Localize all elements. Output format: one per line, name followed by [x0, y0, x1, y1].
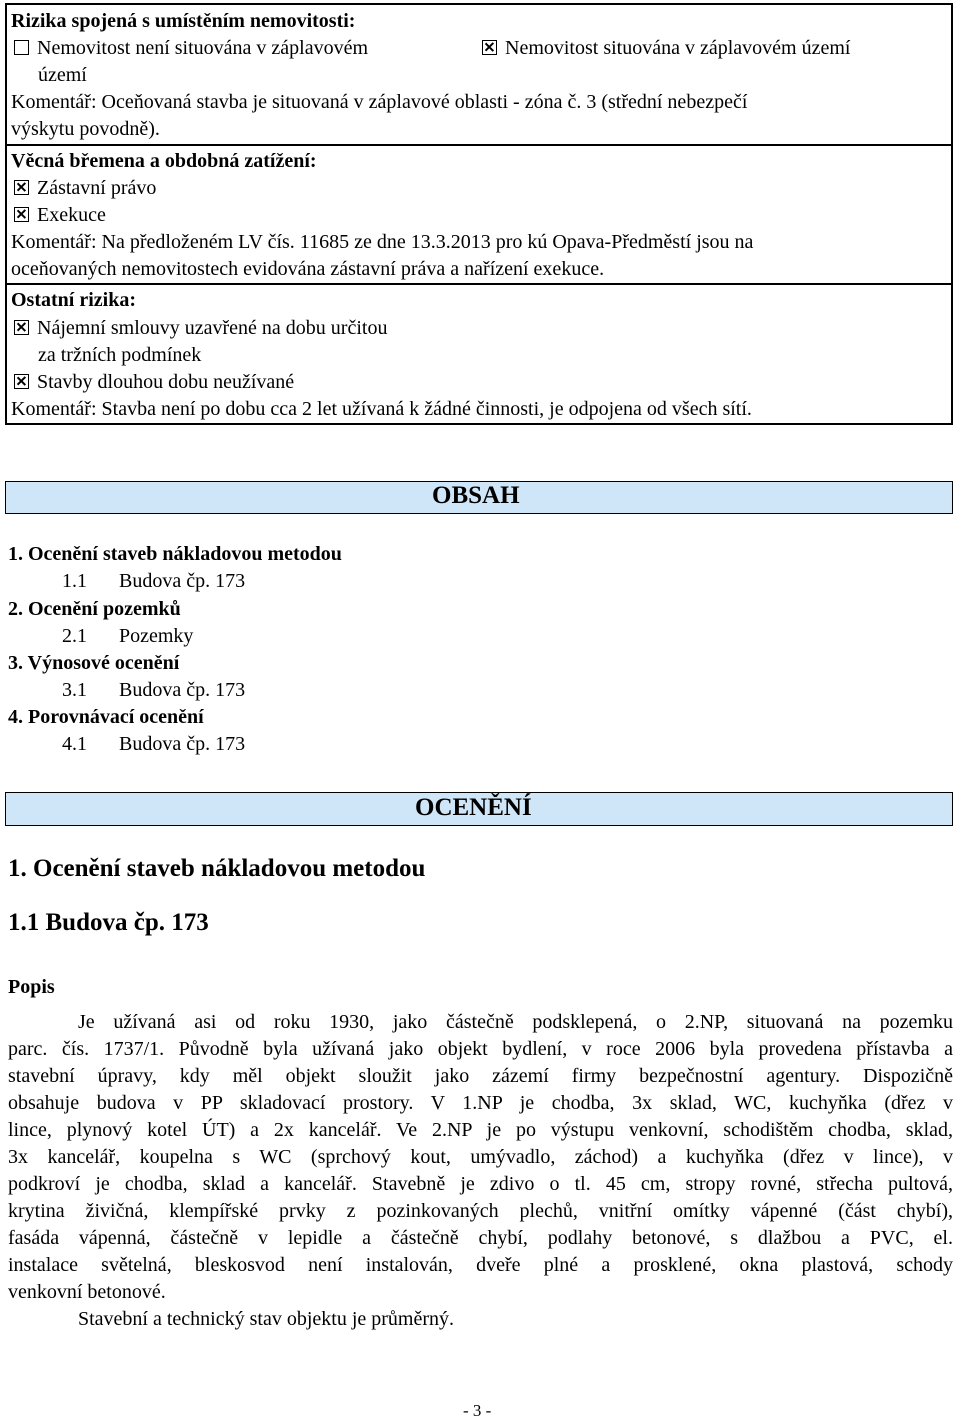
description-line: krytina živičná, klempířské prvky z pozinkovaných plechů, vnitřní omítky vápenné (část chybí),	[8, 1200, 953, 1222]
toc-number: 2.1	[62, 625, 87, 647]
toc-number: 4.1	[62, 733, 87, 755]
description-heading: Popis	[8, 976, 55, 998]
toc-subsection-3-1	[62, 677, 246, 704]
encumbrance-lien	[14, 175, 156, 202]
other-risk-lease	[14, 315, 387, 342]
other-risk-unused	[14, 369, 294, 396]
encumbrance-execution	[14, 202, 106, 229]
valuation-title: OCENĚNÍ	[415, 794, 532, 821]
section-heading: 1. Ocenění staveb nákladovou metodou	[8, 855, 426, 882]
encumbrances-comment-continued: oceňovaných nemovitostech evidována zástavní práva a nařízení exekuce.	[11, 258, 605, 280]
checkbox-checked-icon	[14, 374, 29, 389]
toc-label: Budova čp. 173	[119, 570, 246, 592]
option-label: Nemovitost není situována v záplavovém	[37, 37, 369, 59]
checkbox-checked-icon	[482, 40, 497, 55]
description-line: lince, plynový kotel ÚT) a 2x kancelář. Ve 2.NP je po výstupu venkovní, schodištěm chodba, sklad,	[8, 1119, 953, 1141]
risk-divider	[5, 283, 953, 285]
toc-number: 3.1	[62, 679, 87, 701]
description-line: podkroví je chodba, sklad a kancelář. Stavebně je zdivo o tl. 45 cm, stropy rovné, střecha pultová,	[8, 1173, 953, 1195]
technical-condition: Stavební a technický stav objektu je průměrný.	[78, 1308, 455, 1330]
page-number: - 3 -	[463, 1401, 492, 1420]
checkbox-checked-icon	[14, 180, 29, 195]
risk-divider	[5, 144, 953, 146]
description-line: Je užívaná asi od roku 1930, jako částečně podsklepená, o 2.NP, situovaná na pozemku	[78, 1011, 953, 1033]
description-line: stavební úpravy, kdy měl objekt sloužit jako zázemí firmy bezpečnostní agentury. Dispozičně	[8, 1065, 953, 1087]
encumbrances-comment: Komentář: Na předloženém LV čís. 11685 ze dne 13.3.2013 pro kú Opava-Předměstí jsou na	[11, 231, 754, 253]
item-label: Nájemní smlouvy uzavřené na dobu určitou	[37, 317, 388, 339]
item-label: Zástavní právo	[37, 177, 157, 199]
description-line: 3x kancelář, koupelna s WC (sprchový kout, umývadlo, záchod) a kuchyňka (dřez v lince), v	[8, 1146, 953, 1168]
subsection-heading: 1.1 Budova čp. 173	[8, 909, 209, 936]
description-line: fasáda vápenná, částečně v lepidle a částečně chybí, podlahy betonové, s dlažbou a PVC, el.	[8, 1227, 953, 1249]
checkbox-checked-icon	[14, 320, 29, 335]
item-label: Exekuce	[37, 204, 106, 226]
checkbox-unchecked-icon	[14, 40, 29, 55]
option-in-flood-zone	[482, 35, 850, 62]
encumbrances-heading: Věcná břemena a obdobná zatížení:	[11, 150, 317, 172]
option-label-continued: území	[38, 64, 87, 86]
toc-number: 1.1	[62, 570, 87, 592]
description-line: parc. čís. 1737/1. Původně byla užívaná jako objekt bydlení, v roce 2006 byla provedena přístavba a	[8, 1038, 953, 1060]
item-label: Stavby dlouhou dobu neužívané	[37, 371, 295, 393]
other-risks-heading: Ostatní rizika:	[11, 289, 136, 311]
description-line: obsahuje budova v PP skladovací prostory. V 1.NP je chodba, 3x sklad, WC, kuchyňka (dřez v	[8, 1092, 953, 1114]
checkbox-checked-icon	[14, 207, 29, 222]
toc-section-2: 2. Ocenění pozemků	[8, 598, 181, 620]
option-not-in-flood-zone	[14, 35, 368, 62]
description-line: instalace světelná, bleskosvod není instalován, dveře plné a prosklené, okna plastová, schody	[8, 1254, 953, 1276]
description-line: venkovní betonové.	[8, 1281, 166, 1303]
toc-section-1: 1. Ocenění staveb nákladovou metodou	[8, 543, 342, 565]
toc-subsection-1-1	[62, 568, 246, 595]
toc-title: OBSAH	[432, 482, 520, 509]
flood-risk-heading: Rizika spojená s umístěním nemovitosti:	[11, 10, 356, 32]
other-risks-comment: Komentář: Stavba není po dobu cca 2 let užívaná k žádné činnosti, je odpojena od všech sítí.	[11, 398, 752, 420]
flood-comment: Komentář: Oceňovaná stavba je situovaná v záplavové oblasti - zóna č. 3 (střední nebezpečí	[11, 91, 748, 113]
toc-subsection-4-1	[62, 731, 246, 758]
option-label: Nemovitost situována v záplavovém území	[505, 37, 851, 59]
toc-section-3: 3. Výnosové ocenění	[8, 652, 180, 674]
toc-label: Budova čp. 173	[119, 733, 246, 755]
toc-subsection-2-1	[62, 623, 194, 650]
flood-comment-continued: výskytu povodně).	[11, 118, 160, 140]
toc-label: Budova čp. 173	[119, 679, 246, 701]
toc-label: Pozemky	[119, 625, 194, 647]
toc-section-4: 4. Porovnávací ocenění	[8, 706, 204, 728]
item-label-continued: za tržních podmínek	[38, 344, 202, 366]
